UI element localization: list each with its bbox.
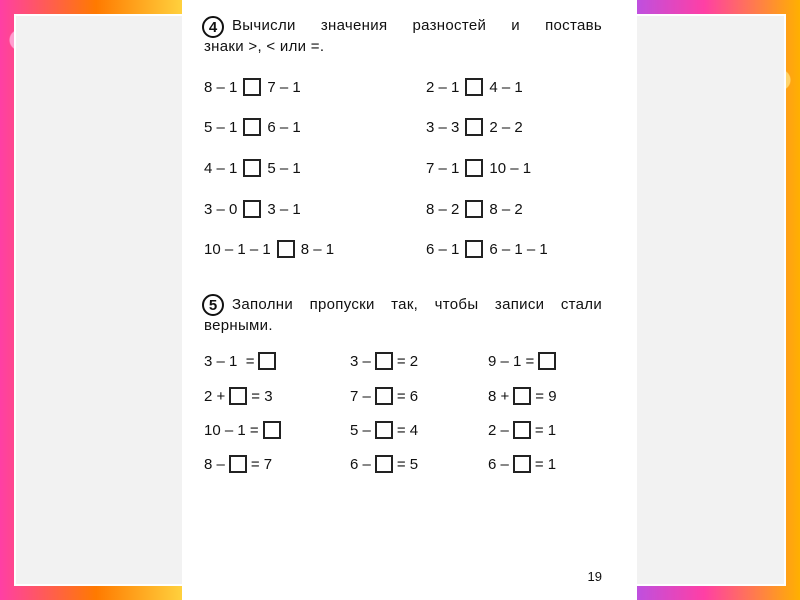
answer-box[interactable] bbox=[258, 352, 276, 370]
expression-right: 2 – 2 bbox=[489, 118, 523, 136]
expression-left: 8 – 2 bbox=[426, 200, 460, 218]
expression-left: 10 – 1 – 1 bbox=[204, 240, 271, 258]
expression-after: = 2 bbox=[396, 352, 419, 370]
task-5-row-2-col-1 bbox=[204, 387, 273, 405]
expression-before: 10 – 1 = bbox=[204, 421, 259, 439]
expression-left: 3 – 3 bbox=[426, 118, 460, 136]
expression-right: 7 – 1 bbox=[267, 78, 301, 96]
answer-box[interactable] bbox=[375, 421, 393, 439]
task-4-row-1-right bbox=[426, 78, 523, 96]
task-5-row-4-col-2 bbox=[350, 455, 418, 473]
answer-box[interactable] bbox=[513, 421, 531, 439]
answer-box[interactable] bbox=[375, 352, 393, 370]
page-number: 19 bbox=[587, 569, 602, 584]
task-5-row-3-col-2 bbox=[350, 421, 418, 439]
task-4-number: 4 bbox=[202, 16, 224, 38]
expression-left: 4 – 1 bbox=[204, 159, 238, 177]
expression-after: = 1 bbox=[534, 455, 557, 473]
expression-before: 7 – bbox=[350, 387, 371, 405]
expression-before: 9 – 1 = bbox=[488, 352, 535, 370]
expression-right: 6 – 1 – 1 bbox=[489, 240, 548, 258]
answer-box[interactable] bbox=[375, 455, 393, 473]
task-4-row-2-left bbox=[204, 118, 301, 136]
expression-left: 2 – 1 bbox=[426, 78, 460, 96]
task-5-instruction-line2: верными. bbox=[204, 317, 273, 334]
task-4-row-2-right bbox=[426, 118, 523, 136]
task-4-row-3-left bbox=[204, 159, 301, 177]
expression-left: 5 – 1 bbox=[204, 118, 238, 136]
expression-after: = 5 bbox=[396, 455, 419, 473]
expression-before: 6 – bbox=[350, 455, 371, 473]
task-5-instruction-line1: Заполни пропуски так, чтобы записи стали bbox=[232, 296, 602, 313]
expression-right: 5 – 1 bbox=[267, 159, 301, 177]
comparison-box[interactable] bbox=[243, 159, 261, 177]
task-4-row-3-right bbox=[426, 159, 531, 177]
expression-before: 5 – bbox=[350, 421, 371, 439]
expression-after: = 6 bbox=[396, 387, 419, 405]
expression-right: 3 – 1 bbox=[267, 200, 301, 218]
answer-box[interactable] bbox=[513, 387, 531, 405]
task-5-row-2-col-3 bbox=[488, 387, 557, 405]
comparison-box[interactable] bbox=[465, 159, 483, 177]
expression-after: = 7 bbox=[250, 455, 273, 473]
task-5-row-2-col-2 bbox=[350, 387, 418, 405]
task-4-row-5-right bbox=[426, 240, 548, 258]
task-4-row-5-left bbox=[204, 240, 334, 258]
answer-box[interactable] bbox=[375, 387, 393, 405]
comparison-box[interactable] bbox=[465, 78, 483, 96]
expression-before: 3 – 1 = bbox=[204, 352, 255, 370]
task-5-row-4-col-1 bbox=[204, 455, 272, 473]
task-4-row-4-right bbox=[426, 200, 523, 218]
comparison-box[interactable] bbox=[465, 200, 483, 218]
answer-box[interactable] bbox=[229, 455, 247, 473]
task-5-row-1-col-1 bbox=[204, 352, 280, 370]
expression-before: 2 + bbox=[204, 387, 226, 405]
expression-right: 8 – 2 bbox=[489, 200, 523, 218]
comparison-box[interactable] bbox=[243, 78, 261, 96]
expression-before: 3 – bbox=[350, 352, 371, 370]
comparison-box[interactable] bbox=[243, 118, 261, 136]
expression-before: 6 – bbox=[488, 455, 509, 473]
expression-left: 3 – 0 bbox=[204, 200, 238, 218]
task-5-row-1-col-2 bbox=[350, 352, 418, 370]
expression-left: 6 – 1 bbox=[426, 240, 460, 258]
answer-box[interactable] bbox=[538, 352, 556, 370]
comparison-box[interactable] bbox=[465, 118, 483, 136]
comparison-box[interactable] bbox=[243, 200, 261, 218]
expression-after: = 4 bbox=[396, 421, 419, 439]
task-4-instruction-line2: знаки >, < или =. bbox=[204, 38, 325, 55]
task-4-row-1-left bbox=[204, 78, 301, 96]
answer-box[interactable] bbox=[263, 421, 281, 439]
task-5-number: 5 bbox=[202, 294, 224, 316]
worksheet-page bbox=[182, 0, 637, 600]
task-4-row-4-left bbox=[204, 200, 301, 218]
expression-before: 8 – bbox=[204, 455, 225, 473]
expression-left: 8 – 1 bbox=[204, 78, 238, 96]
expression-before: 8 + bbox=[488, 387, 510, 405]
expression-after: = 9 bbox=[535, 387, 557, 405]
answer-box[interactable] bbox=[229, 387, 247, 405]
comparison-box[interactable] bbox=[465, 240, 483, 258]
expression-after: = 3 bbox=[251, 387, 273, 405]
answer-box[interactable] bbox=[513, 455, 531, 473]
task-5-row-3-col-3 bbox=[488, 421, 556, 439]
expression-after: = 1 bbox=[534, 421, 557, 439]
comparison-box[interactable] bbox=[277, 240, 295, 258]
task-5-row-3-col-1 bbox=[204, 421, 285, 439]
expression-right: 8 – 1 bbox=[300, 240, 335, 258]
expression-left: 7 – 1 bbox=[426, 159, 460, 177]
expression-right: 6 – 1 bbox=[267, 118, 301, 136]
task-5-row-4-col-3 bbox=[488, 455, 556, 473]
task-5-row-1-col-3 bbox=[488, 352, 560, 370]
expression-right: 10 – 1 bbox=[489, 159, 532, 177]
expression-before: 2 – bbox=[488, 421, 509, 439]
task-4-instruction-line1: Вычисли значения разностей и поставь bbox=[232, 17, 602, 34]
expression-right: 4 – 1 bbox=[489, 78, 523, 96]
